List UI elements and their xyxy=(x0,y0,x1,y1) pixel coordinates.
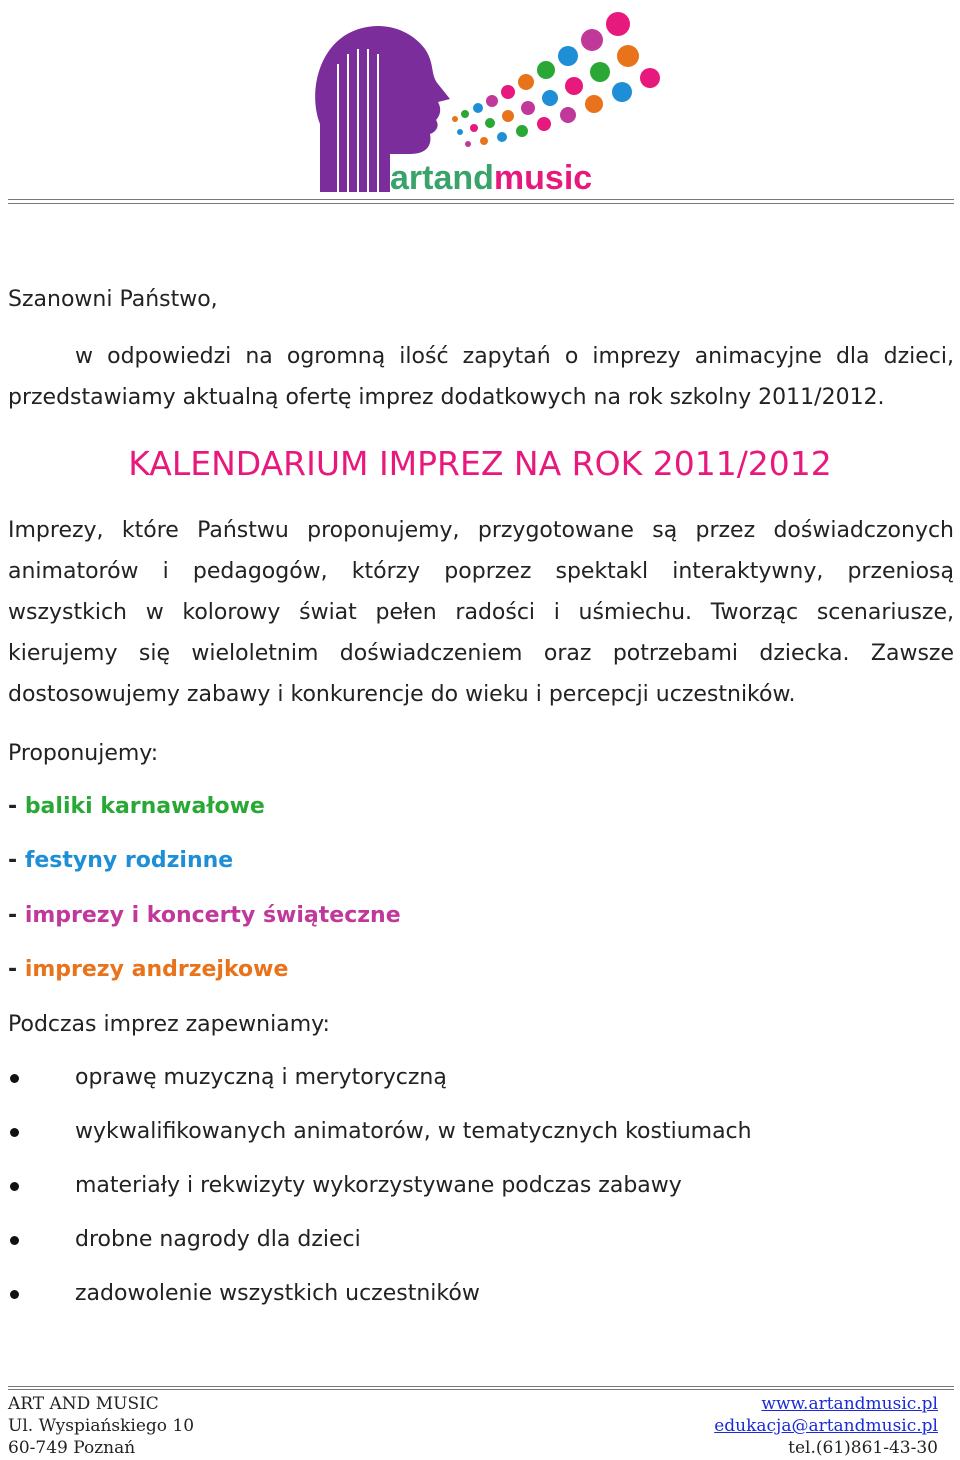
bullet-icon xyxy=(10,1236,19,1245)
phone-number: tel.(61)861-43-30 xyxy=(788,1438,938,1458)
greeting: Szanowni Państwo, xyxy=(8,287,218,312)
bullet-icon xyxy=(10,1074,19,1083)
list-item: drobne nagrody dla dzieci xyxy=(75,1227,361,1252)
offer-label: festyny rodzinne xyxy=(24,848,234,873)
dash: - xyxy=(8,794,18,819)
footer-rule xyxy=(8,1386,954,1387)
website-link[interactable]: www.artandmusic.pl xyxy=(761,1394,938,1414)
music-dots-icon xyxy=(452,12,660,147)
bullet-icon xyxy=(10,1128,19,1137)
footer-rule xyxy=(8,1389,954,1390)
dash: - xyxy=(8,903,18,928)
intro-line: w odpowiedzi na ogromną ilość zapytań o imprezy animacyjne dla dzieci, xyxy=(75,344,954,369)
intro-line: przedstawiamy aktualną ofertę imprez dodatkowych na rok szkolny 2011/2012. xyxy=(8,385,885,410)
bullet-icon xyxy=(10,1182,19,1191)
dash: - xyxy=(8,848,18,873)
paragraph-line: kierujemy się wieloletnim doświadczeniem oraz potrzebami dziecka. Zawsze xyxy=(8,641,954,666)
offer-label: imprezy andrzejkowe xyxy=(24,957,289,982)
section-label: Proponujemy: xyxy=(8,741,159,766)
company-street: Ul. Wyspiańskiego 10 xyxy=(8,1416,195,1436)
artandmusic-logo xyxy=(290,4,670,194)
header-rule xyxy=(8,199,954,200)
company-city: 60-749 Poznań xyxy=(8,1438,136,1458)
paragraph-line: wszystkich w kolorowy świat pełen radości i uśmiechu. Tworząc scenariusze, xyxy=(8,600,954,625)
offer-label: baliki karnawałowe xyxy=(24,794,265,819)
paragraph-line: dostosowujemy zabawy i konkurencje do wieku i percepcji uczestników. xyxy=(8,682,796,707)
offer-item xyxy=(8,792,265,822)
email-link[interactable]: edukacja@artandmusic.pl xyxy=(714,1416,938,1436)
paragraph-line: animatorów i pedagogów, którzy poprzez spektakl interaktywny, przeniosą xyxy=(8,559,954,584)
offer-item xyxy=(8,901,401,931)
section-label: Podczas imprez zapewniamy: xyxy=(8,1012,330,1037)
list-item: wykwalifikowanych animatorów, w tematycznych kostiumach xyxy=(75,1119,752,1144)
offer-item xyxy=(8,846,233,876)
offer-label: imprezy i koncerty świąteczne xyxy=(24,903,401,928)
offer-item xyxy=(8,955,288,985)
list-item: materiały i rekwizyty wykorzystywane podczas zabawy xyxy=(75,1173,682,1198)
list-item: oprawę muzyczną i merytoryczną xyxy=(75,1065,447,1090)
logo-wordmark: artandmusic xyxy=(390,159,593,194)
dash: - xyxy=(8,957,18,982)
paragraph-line: Imprezy, które Państwu proponujemy, przygotowane są przez doświadczonych xyxy=(8,518,954,543)
header-rule xyxy=(8,203,954,204)
list-item: zadowolenie wszystkich uczestników xyxy=(75,1281,480,1306)
bullet-icon xyxy=(10,1290,19,1299)
page-title: KALENDARIUM IMPREZ NA ROK 2011/2012 xyxy=(128,444,832,483)
company-name: ART AND MUSIC xyxy=(8,1394,159,1414)
